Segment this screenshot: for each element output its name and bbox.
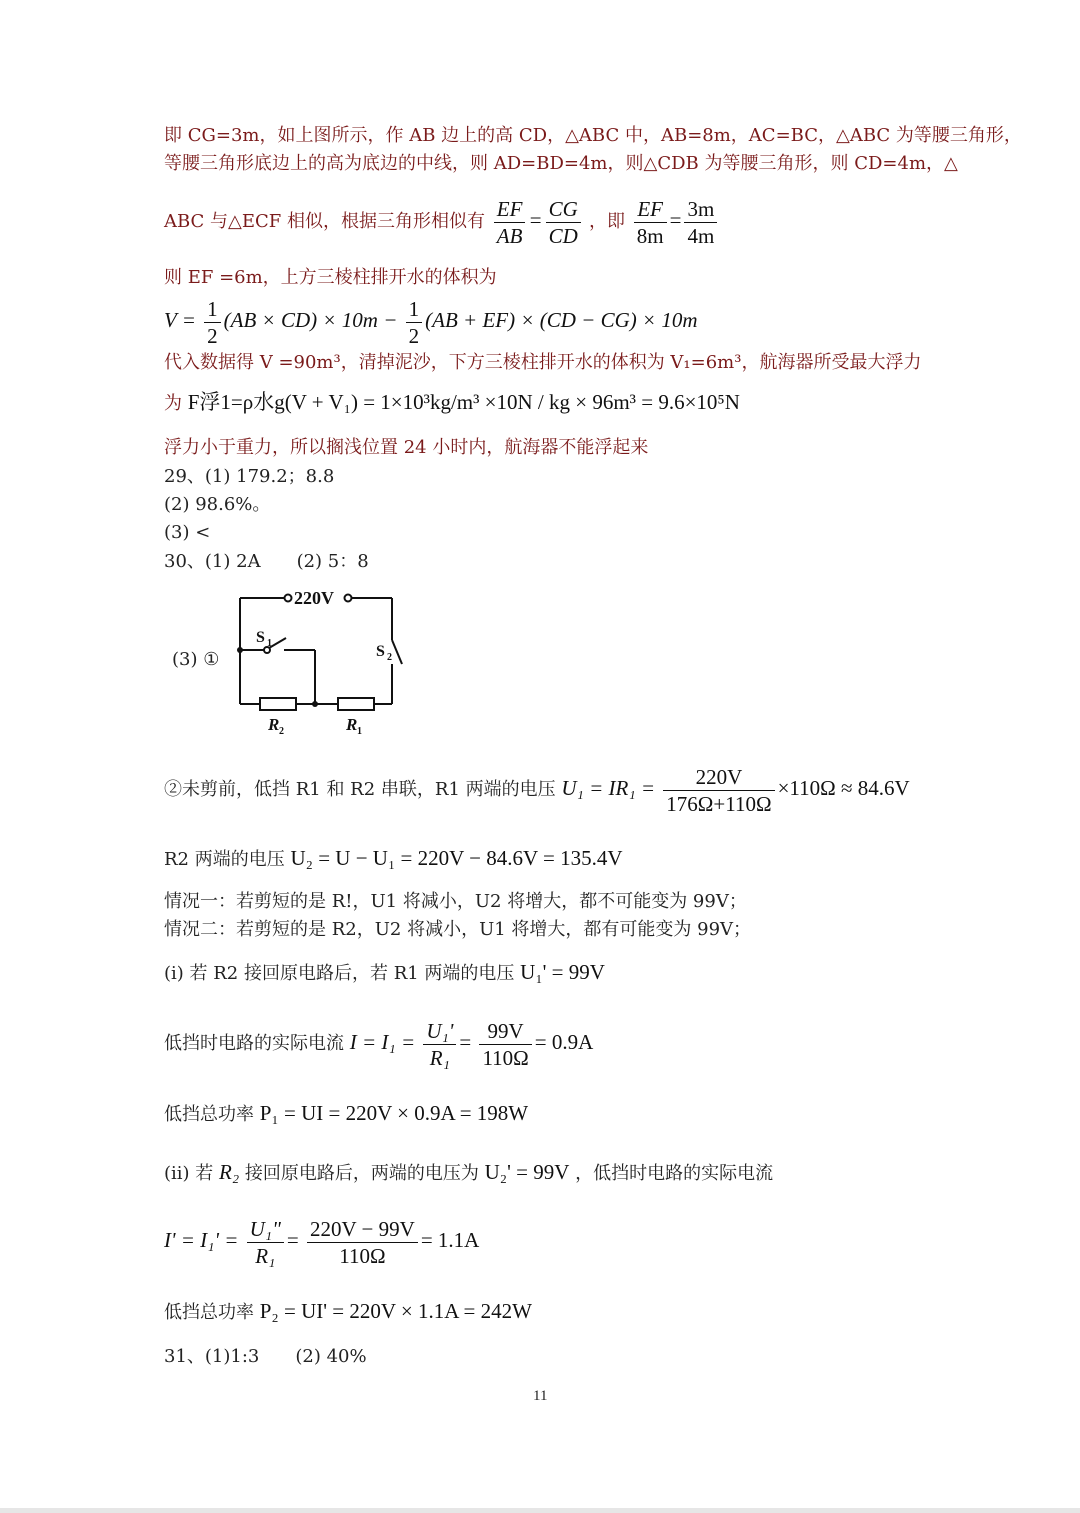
answer-30-1: 30、(1) 2A (2) 5：8 (164, 551, 369, 572)
text-line: 浮力小于重力，所以搁浅位置 24 小时内，航海器不能浮起来 (164, 437, 649, 458)
voltage-label: 220V (294, 588, 334, 608)
text-segment: R2 两端的电压 (164, 849, 285, 870)
u2-line (164, 846, 623, 872)
page-bottom-divider (0, 1508, 1080, 1513)
text-segment: ，低挡时电路的实际电流 (575, 1163, 774, 1184)
fraction: $\frac{\text{U₁"}}{\text{R₁}}$ (247, 1216, 284, 1269)
power-2-line (164, 1299, 532, 1325)
fraction: $\frac{1}{2}$ (204, 296, 221, 349)
formula: R₂ (219, 1160, 240, 1184)
resistor-r1 (338, 698, 374, 710)
formula: F浮1=ρ水g(V + V₁) = 1×10³kg/m³ ×10N / kg × 96m³ = 9.6×10⁵N (187, 390, 740, 414)
r2-sub: 2 (279, 726, 284, 737)
r1-sub: 1 (357, 726, 362, 737)
case-i-line (164, 960, 605, 986)
formula: U₂' = 99V (484, 1160, 570, 1184)
text-line: 即 CG=3m，如上图所示，作 AB 边上的高 CD，△ABC 中，AB=8m，AC=BC，△ABC 为等腰三角形， (164, 125, 1022, 146)
switch-s2 (392, 640, 402, 664)
fraction: $\frac{220V}{176\Omega+110\Omega}$ (663, 764, 774, 817)
resistor-r2 (260, 698, 296, 710)
r2-label: R (268, 715, 280, 734)
junction-dot (312, 701, 318, 707)
r1-label: R (346, 715, 358, 734)
s1-label: S (256, 629, 265, 646)
buoyancy-line (164, 390, 740, 416)
text-segment: ABC 与△ECF 相似，根据三角形相似有 (164, 211, 486, 232)
fraction: $\frac{1}{2}$ (406, 296, 423, 349)
fraction: $\frac{99V}{110\Omega}$ (479, 1018, 531, 1071)
text-line: 等腰三角形底边上的高为底边的中线，则 AD=BD=4m，则△CDB 为等腰三角形，则 CD=4m，△ (164, 153, 958, 174)
formula: U₁' = 99V (520, 960, 605, 984)
formula: P₁ = UI = 220V × 0.9A = 198W (259, 1101, 529, 1125)
similarity-line (164, 190, 720, 252)
case-1: 情况一：若剪短的是 R!，U1 将减小，U2 将增大，都不可能变为 99V； (164, 891, 747, 912)
fraction: $\frac{\text{U₁'}}{\text{R₁}}$ (423, 1018, 456, 1071)
fraction: $\frac{EF}{8m}$ (634, 196, 667, 249)
case-ii-line (164, 1160, 773, 1186)
terminal (345, 595, 352, 602)
text-segment: 低挡时电路的实际电流 (164, 1033, 344, 1054)
formula: P₂ = UI' = 220V × 1.1A = 242W (259, 1299, 532, 1323)
text-segment: ②未剪前，低挡 R1 和 R2 串联，R1 两端的电压 (164, 779, 556, 800)
circuit-diagram (230, 580, 410, 740)
answer-29-1: 29、(1) 179.2；8.8 (164, 466, 335, 487)
formula: U₂ = U − U₁ = 220V − 84.6V = 135.4V (290, 846, 623, 870)
answer-30-3-label: (3) ① (172, 649, 220, 670)
s2-label: S (376, 643, 385, 660)
volume-formula: V = $\frac{1}{2}$ (AB × CD) × 10m − $\frac{1}{2}$ (AB + EF) × (CD − CG) × 10m (164, 296, 698, 348)
case-2: 情况二：若剪短的是 R2，U2 将减小，U1 将增大，都有可能变为 99V； (164, 919, 752, 940)
answer-29-2: (2) 98.6%。 (164, 494, 271, 515)
text-line: 则 EF =6m，上方三棱柱排开水的体积为 (164, 267, 497, 288)
formula: $\frac{EF}{8m}$ = $\frac{3m}{4m}$ (631, 208, 721, 232)
text-segment: (ii) 若 (164, 1163, 214, 1184)
text-segment: 接回原电路后，两端的电压为 (244, 1163, 479, 1184)
formula: I' = I₁' = $\frac{\text{U₁"}}{\text{R₁}}$ = $\frac{220V - 99V}{110\Omega}$ = 1.1A (164, 1216, 480, 1268)
answer-29-3: (3) < (164, 522, 211, 543)
current-line (164, 1012, 593, 1074)
answer-31: 31、(1)1:3 (2) 40% (164, 1346, 367, 1367)
fraction: $\frac{CG}{CD}$ (546, 196, 581, 249)
formula: U₁ = IR₁ = $\frac{220V}{176\Omega+110\Omega}$ ×110Ω ≈ 84.6V (561, 764, 910, 816)
text-line: 代入数据得 V =90m³，清掉泥沙，下方三棱柱排开水的体积为 V₁=6m³，航海器所受最大浮力 (164, 352, 922, 373)
formula: I = I₁ = $\frac{\text{U₁'}}{\text{R₁}}$ = $\frac{99V}{110\Omega}$ = 0.9A (349, 1018, 594, 1070)
fraction: $\frac{3m}{4m}$ (684, 196, 717, 249)
u1-line (164, 758, 910, 820)
formula: $\frac{EF}{AB}$ = $\frac{CG}{CD}$ (491, 208, 589, 232)
power-1-line (164, 1101, 528, 1127)
current-2-line (164, 1210, 479, 1272)
text-segment: 低挡总功率 (164, 1104, 254, 1125)
terminal (285, 595, 292, 602)
text-segment: 低挡总功率 (164, 1302, 254, 1323)
s2-sub: 2 (387, 652, 392, 663)
text-segment: ，即 (589, 211, 626, 232)
s1-sub: 1 (267, 638, 272, 649)
junction-dot (237, 647, 243, 653)
fraction: $\frac{EF}{AB}$ (494, 196, 526, 249)
fraction: $\frac{220V - 99V}{110\Omega}$ (307, 1216, 418, 1269)
text-segment: (i) 若 R2 接回原电路后，若 R1 两端的电压 (164, 963, 515, 984)
text-segment: 为 (164, 393, 182, 414)
page-number: 11 (533, 1388, 548, 1404)
